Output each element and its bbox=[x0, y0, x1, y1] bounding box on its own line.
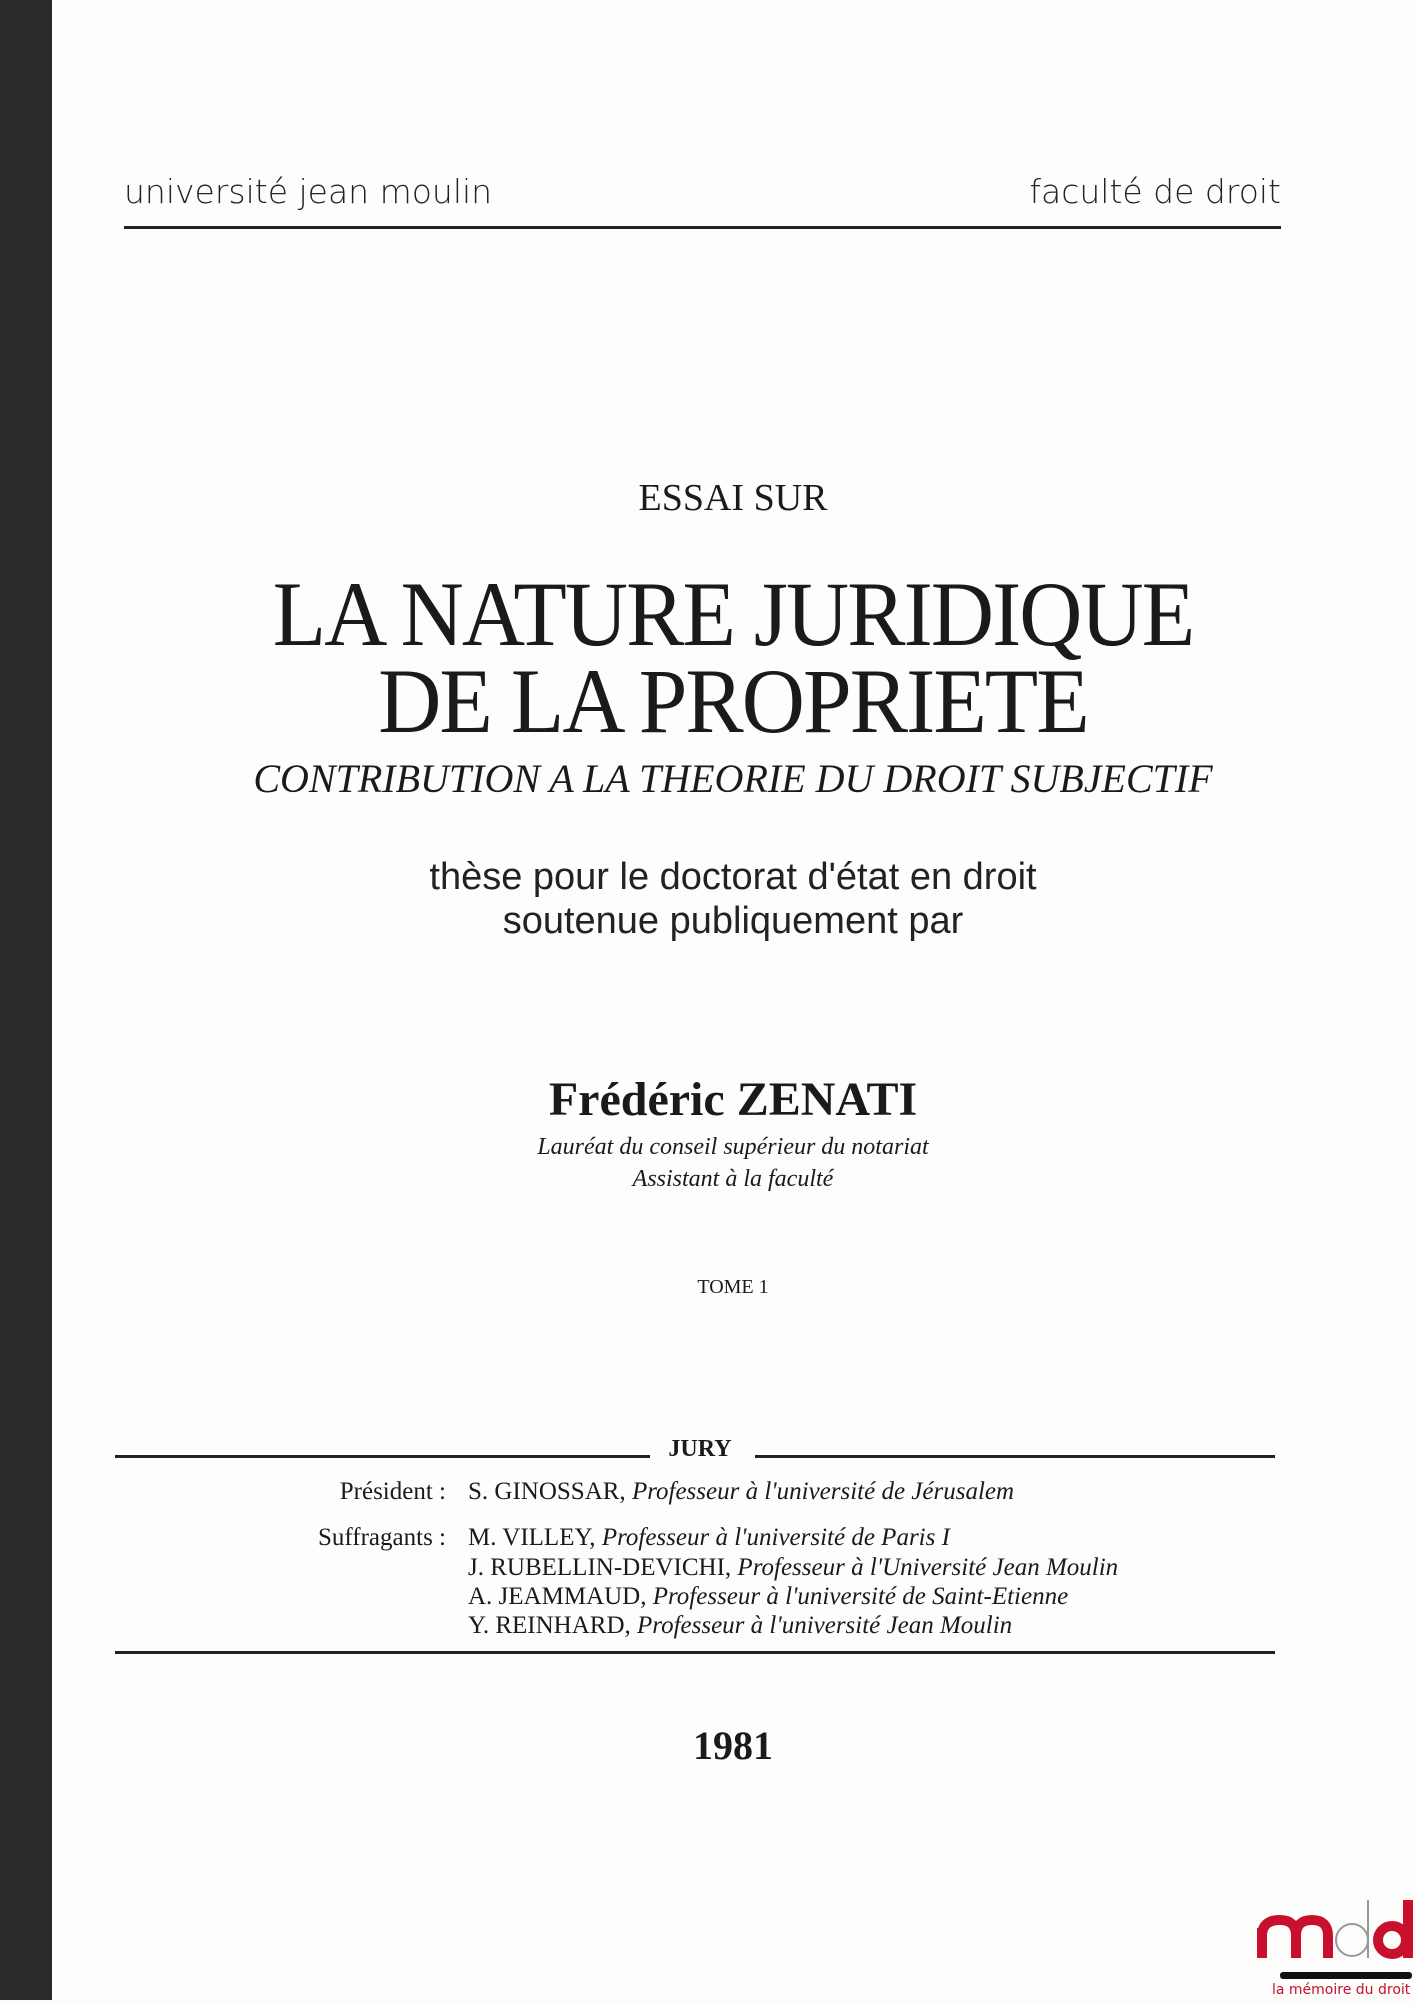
year: 1981 bbox=[693, 1723, 773, 1768]
scan-binding-edge bbox=[0, 0, 52, 2000]
title-line-1: LA NATURE JURIDIQUE bbox=[272, 563, 1194, 665]
subtitle: CONTRIBUTION A LA THEORIE DU DROIT SUBJECTIF bbox=[253, 756, 1213, 801]
jury-heading: JURY bbox=[668, 1436, 732, 1462]
title-line-2: DE LA PROPRIETE bbox=[378, 650, 1088, 752]
author-title-1: Lauréat du conseil supérieur du notariat bbox=[537, 1134, 929, 1160]
jury-bottom-rule bbox=[115, 1651, 1275, 1654]
member-name: M. VILLEY, bbox=[468, 1524, 596, 1551]
essai-label: ESSAI SUR bbox=[638, 477, 828, 519]
suffragants-label: Suffragants : bbox=[318, 1524, 446, 1551]
president-label: Président : bbox=[339, 1478, 446, 1505]
member-role: Professeur à l'Université Jean Moulin bbox=[737, 1554, 1119, 1581]
header-rule bbox=[124, 226, 1281, 229]
member-name: J. RUBELLIN-DEVICHI, bbox=[468, 1554, 732, 1581]
member-role: Professeur à l'université de Paris I bbox=[601, 1524, 950, 1551]
author-name: Frédéric ZENATI bbox=[548, 1073, 918, 1126]
member-role: Professeur à l'université de Saint-Etienne bbox=[652, 1583, 1069, 1610]
tome-label: TOME 1 bbox=[697, 1276, 769, 1298]
member-name: A. JEAMMAUD, bbox=[468, 1583, 647, 1610]
member-role: Professeur à l'université de Jérusalem bbox=[631, 1478, 1015, 1505]
member-name: Y. REINHARD, bbox=[468, 1612, 631, 1639]
faculty-name: faculté de droit bbox=[1029, 172, 1281, 211]
university-name: université jean moulin bbox=[124, 172, 493, 211]
logo-tagline: la mémoire du droit bbox=[1272, 1982, 1411, 1998]
member-role: Professeur à l'université Jean Moulin bbox=[637, 1612, 1013, 1639]
these-line-1: thèse pour le doctorat d'état en droit bbox=[429, 856, 1037, 898]
jury-rule-right bbox=[755, 1455, 1275, 1458]
mdd-logo bbox=[1250, 1888, 1414, 2000]
these-line-2: soutenue publiquement par bbox=[502, 900, 964, 942]
member-name: S. GINOSSAR, bbox=[468, 1478, 626, 1505]
author-title-2: Assistant à la faculté bbox=[632, 1166, 834, 1192]
jury-rule-left bbox=[115, 1455, 650, 1458]
